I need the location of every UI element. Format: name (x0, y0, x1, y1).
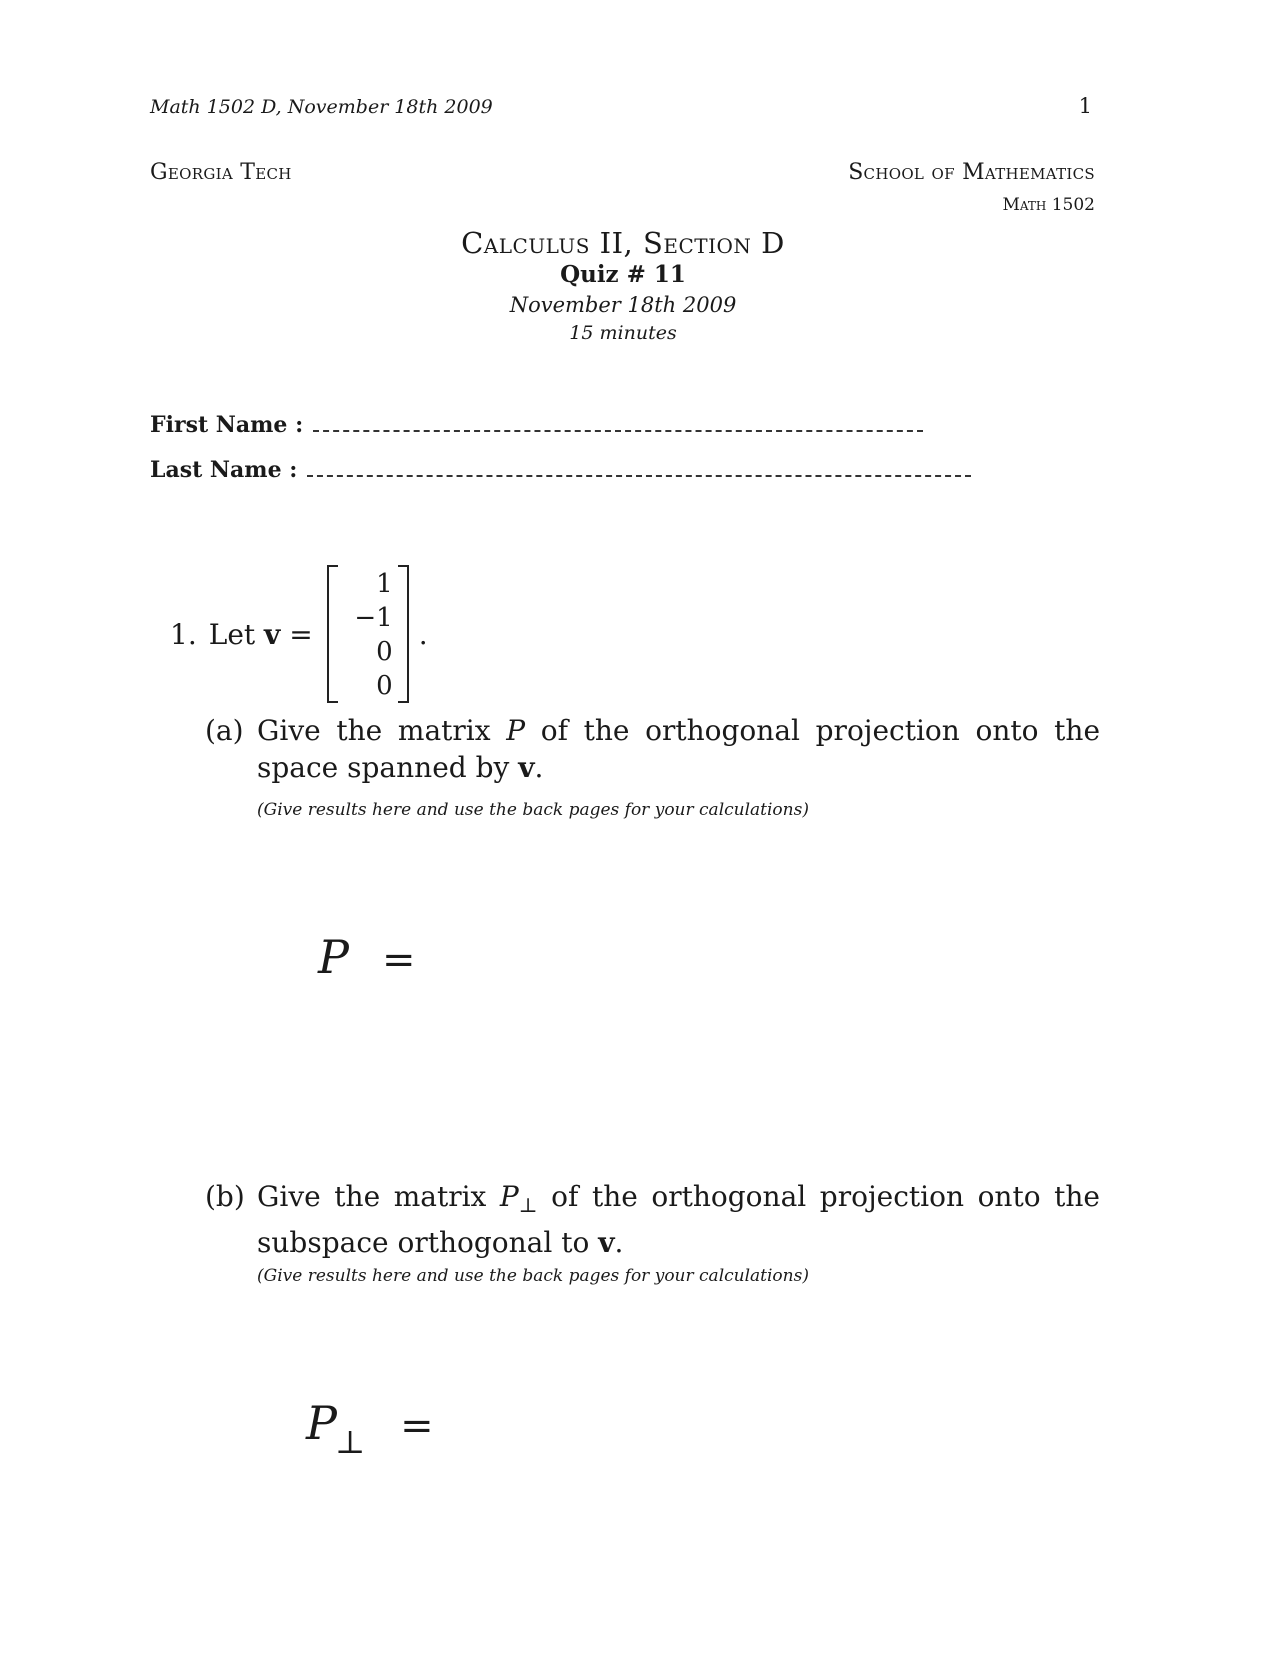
equals-sign: = (289, 617, 313, 651)
part-a-label: (a) (205, 714, 244, 747)
matrix-entry: 0 (376, 671, 393, 701)
answer-symbol: P (318, 930, 349, 984)
part-a-text: Give the matrix P of the orthogonal projection onto the space spanned by v. (257, 714, 1101, 784)
last-name-label: Last Name : (150, 457, 298, 483)
part-b-label: (b) (205, 1180, 245, 1213)
last-name-blank[interactable] (307, 457, 971, 477)
matrix-entries (337, 567, 393, 703)
answer-equals: = (382, 937, 416, 983)
problem-number: 1. (170, 617, 197, 651)
school-name: School of Mathematics (848, 160, 1095, 185)
answer-perp-symbol: ⊥ (334, 1423, 366, 1461)
vector-matrix (327, 565, 409, 703)
institution-name: Georgia Tech (150, 160, 292, 185)
vector-ref: v (598, 1226, 615, 1259)
part-a-question (205, 712, 1100, 786)
matrix-entry: −1 (354, 603, 393, 633)
answer-symbol: P (306, 1396, 337, 1450)
vector-name: v (264, 617, 281, 651)
first-name-blank[interactable] (313, 412, 923, 432)
part-b-hint: (Give results here and use the back pages for your calculations) (257, 1266, 809, 1286)
quiz-date: November 18th 2009 (509, 293, 737, 317)
matrix-symbol: P (506, 714, 526, 747)
part-b-answer (306, 1396, 434, 1461)
last-name-row (150, 457, 971, 483)
first-name-row (150, 412, 923, 438)
let-text: Let (208, 617, 256, 651)
matrix-entry: 0 (376, 637, 393, 667)
part-a-hint: (Give results here and use the back pages for your calculations) (257, 800, 809, 820)
part-b-question (205, 1178, 1100, 1261)
course-code: Math 1502 (1002, 195, 1095, 215)
right-bracket (398, 565, 409, 703)
perp-symbol: ⊥ (518, 1193, 538, 1217)
problem-1-statement (170, 565, 428, 703)
matrix-symbol: P (499, 1180, 519, 1213)
matrix-entry: 1 (376, 569, 393, 599)
quiz-duration: 15 minutes (569, 322, 677, 344)
part-a-answer (318, 930, 416, 984)
quiz-title: Quiz # 11 (560, 261, 686, 288)
part-b-text: Give the matrix $P_\perp$ of the orthogonal projection onto the subspace orthogonal to v. (257, 1180, 1100, 1259)
vector-ref: v (518, 751, 535, 784)
course-title: Calculus II, Section D (461, 226, 785, 260)
page-number: 1 (1078, 94, 1092, 118)
running-header: Math 1502 D, November 18th 2009 (150, 96, 493, 118)
period: . (418, 617, 428, 651)
title-block (0, 226, 1246, 346)
first-name-label: First Name : (150, 412, 304, 438)
answer-equals: = (400, 1403, 434, 1449)
